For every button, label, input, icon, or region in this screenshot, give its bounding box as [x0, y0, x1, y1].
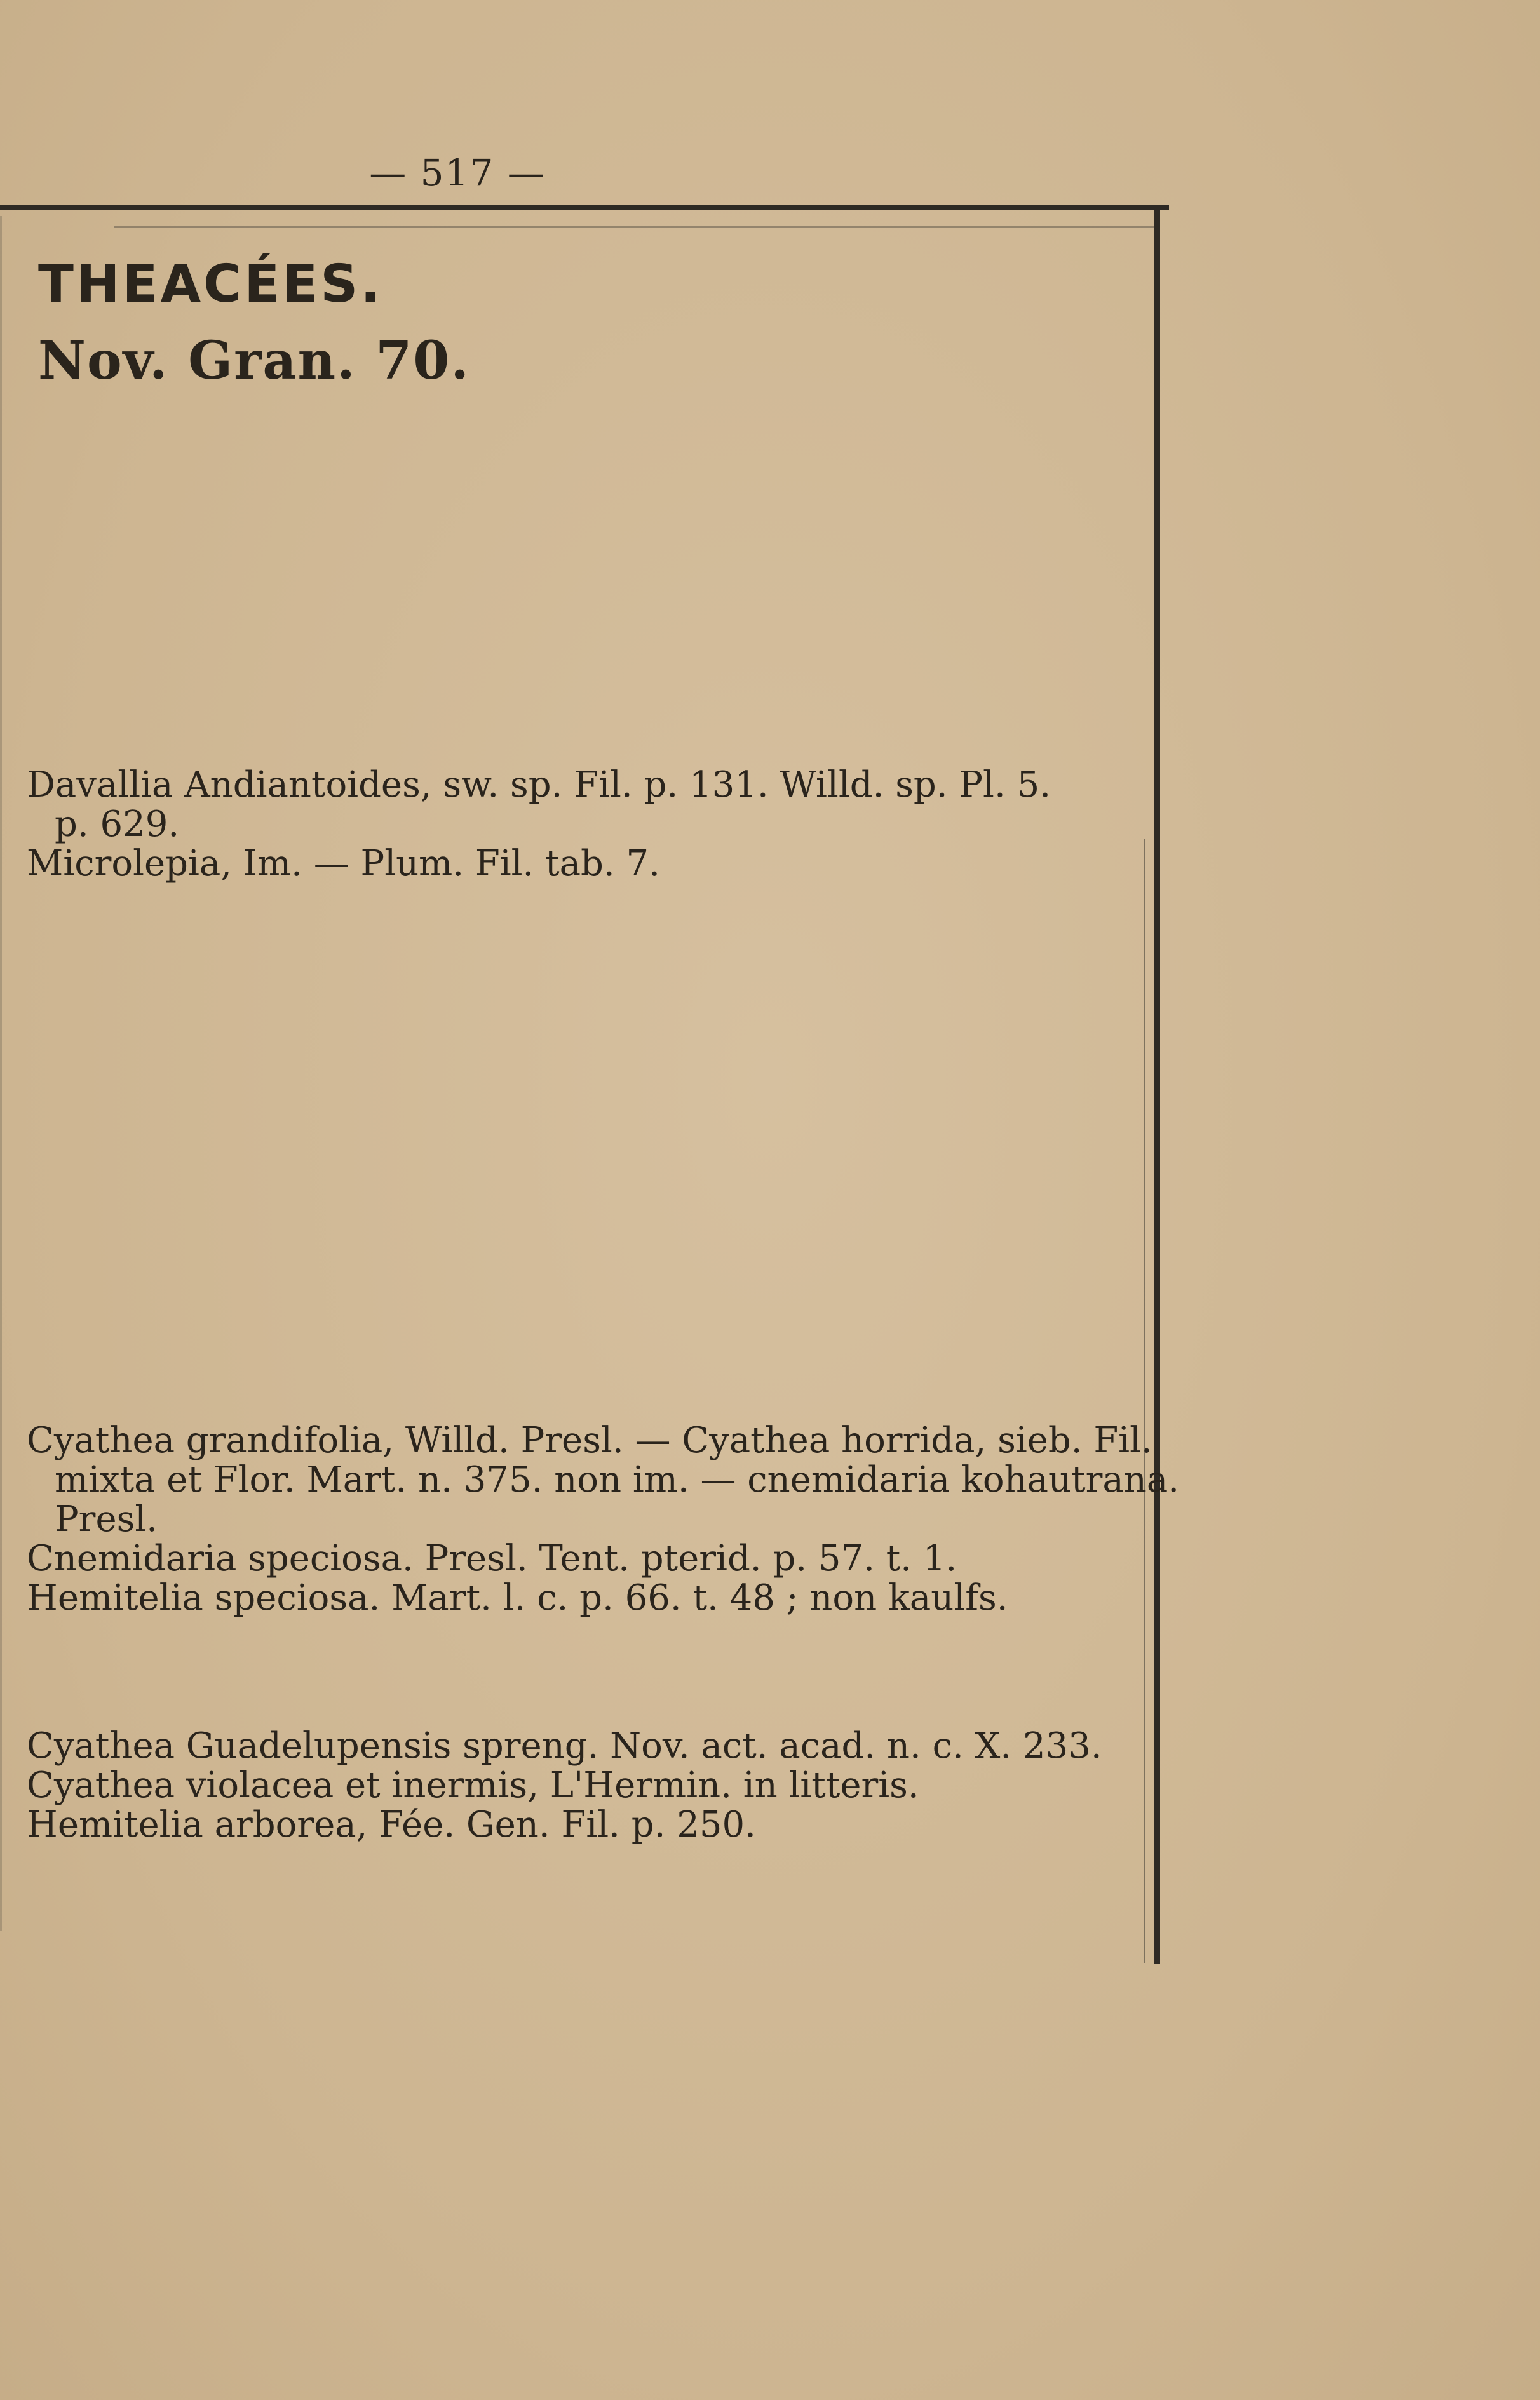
page-number: — 517 —: [369, 151, 546, 194]
synonym-entry-davallia: [27, 765, 1051, 884]
entry-line: Cyathea Guadelupensis spreng. Nov. act. acad. n. c. X. 233.: [27, 1725, 1102, 1767]
family-heading: THEACÉES.: [38, 254, 383, 314]
entry-line: Presl.: [55, 1499, 158, 1540]
entry-line: Cyathea grandifolia, Willd. Presl. — Cyathea horrida, sieb. Fil.: [27, 1420, 1152, 1461]
entry-line: Microlepia, Im. — Plum. Fil. tab. 7.: [27, 843, 660, 884]
frame-right-rule: [1154, 205, 1160, 1964]
entry-line: Hemitelia speciosa. Mart. l. c. p. 66. t. 48 ; non kaulfs.: [27, 1577, 1008, 1619]
entry-line: Davallia Andiantoides, sw. sp. Fil. p. 131. Willd. sp. Pl. 5.: [27, 764, 1051, 806]
entry-line: Cyathea violacea et inermis, L'Hermin. in litteris.: [27, 1765, 919, 1806]
plate-reference: Nov. Gran. 70.: [38, 330, 470, 391]
entry-line: Cnemidaria speciosa. Presl. Tent. pterid. p. 57. t. 1.: [27, 1538, 957, 1579]
entry-line: mixta et Flor. Mart. n. 375. non im. — cnemidaria kohautrana.: [55, 1459, 1180, 1500]
synonym-entry-cyathea-guadelupensis: [27, 1727, 1102, 1845]
frame-right-thin-rule: [1144, 839, 1145, 1963]
synonym-entry-cyathea-grandifolia: [27, 1421, 1179, 1618]
entry-line: p. 629.: [55, 804, 180, 845]
frame-left-rule: [0, 216, 2, 1931]
frame-top-thin-rule: [114, 226, 1156, 228]
entry-line: Hemitelia arborea, Fée. Gen. Fil. p. 250.: [27, 1804, 756, 1845]
frame-top-rule: [0, 205, 1169, 210]
